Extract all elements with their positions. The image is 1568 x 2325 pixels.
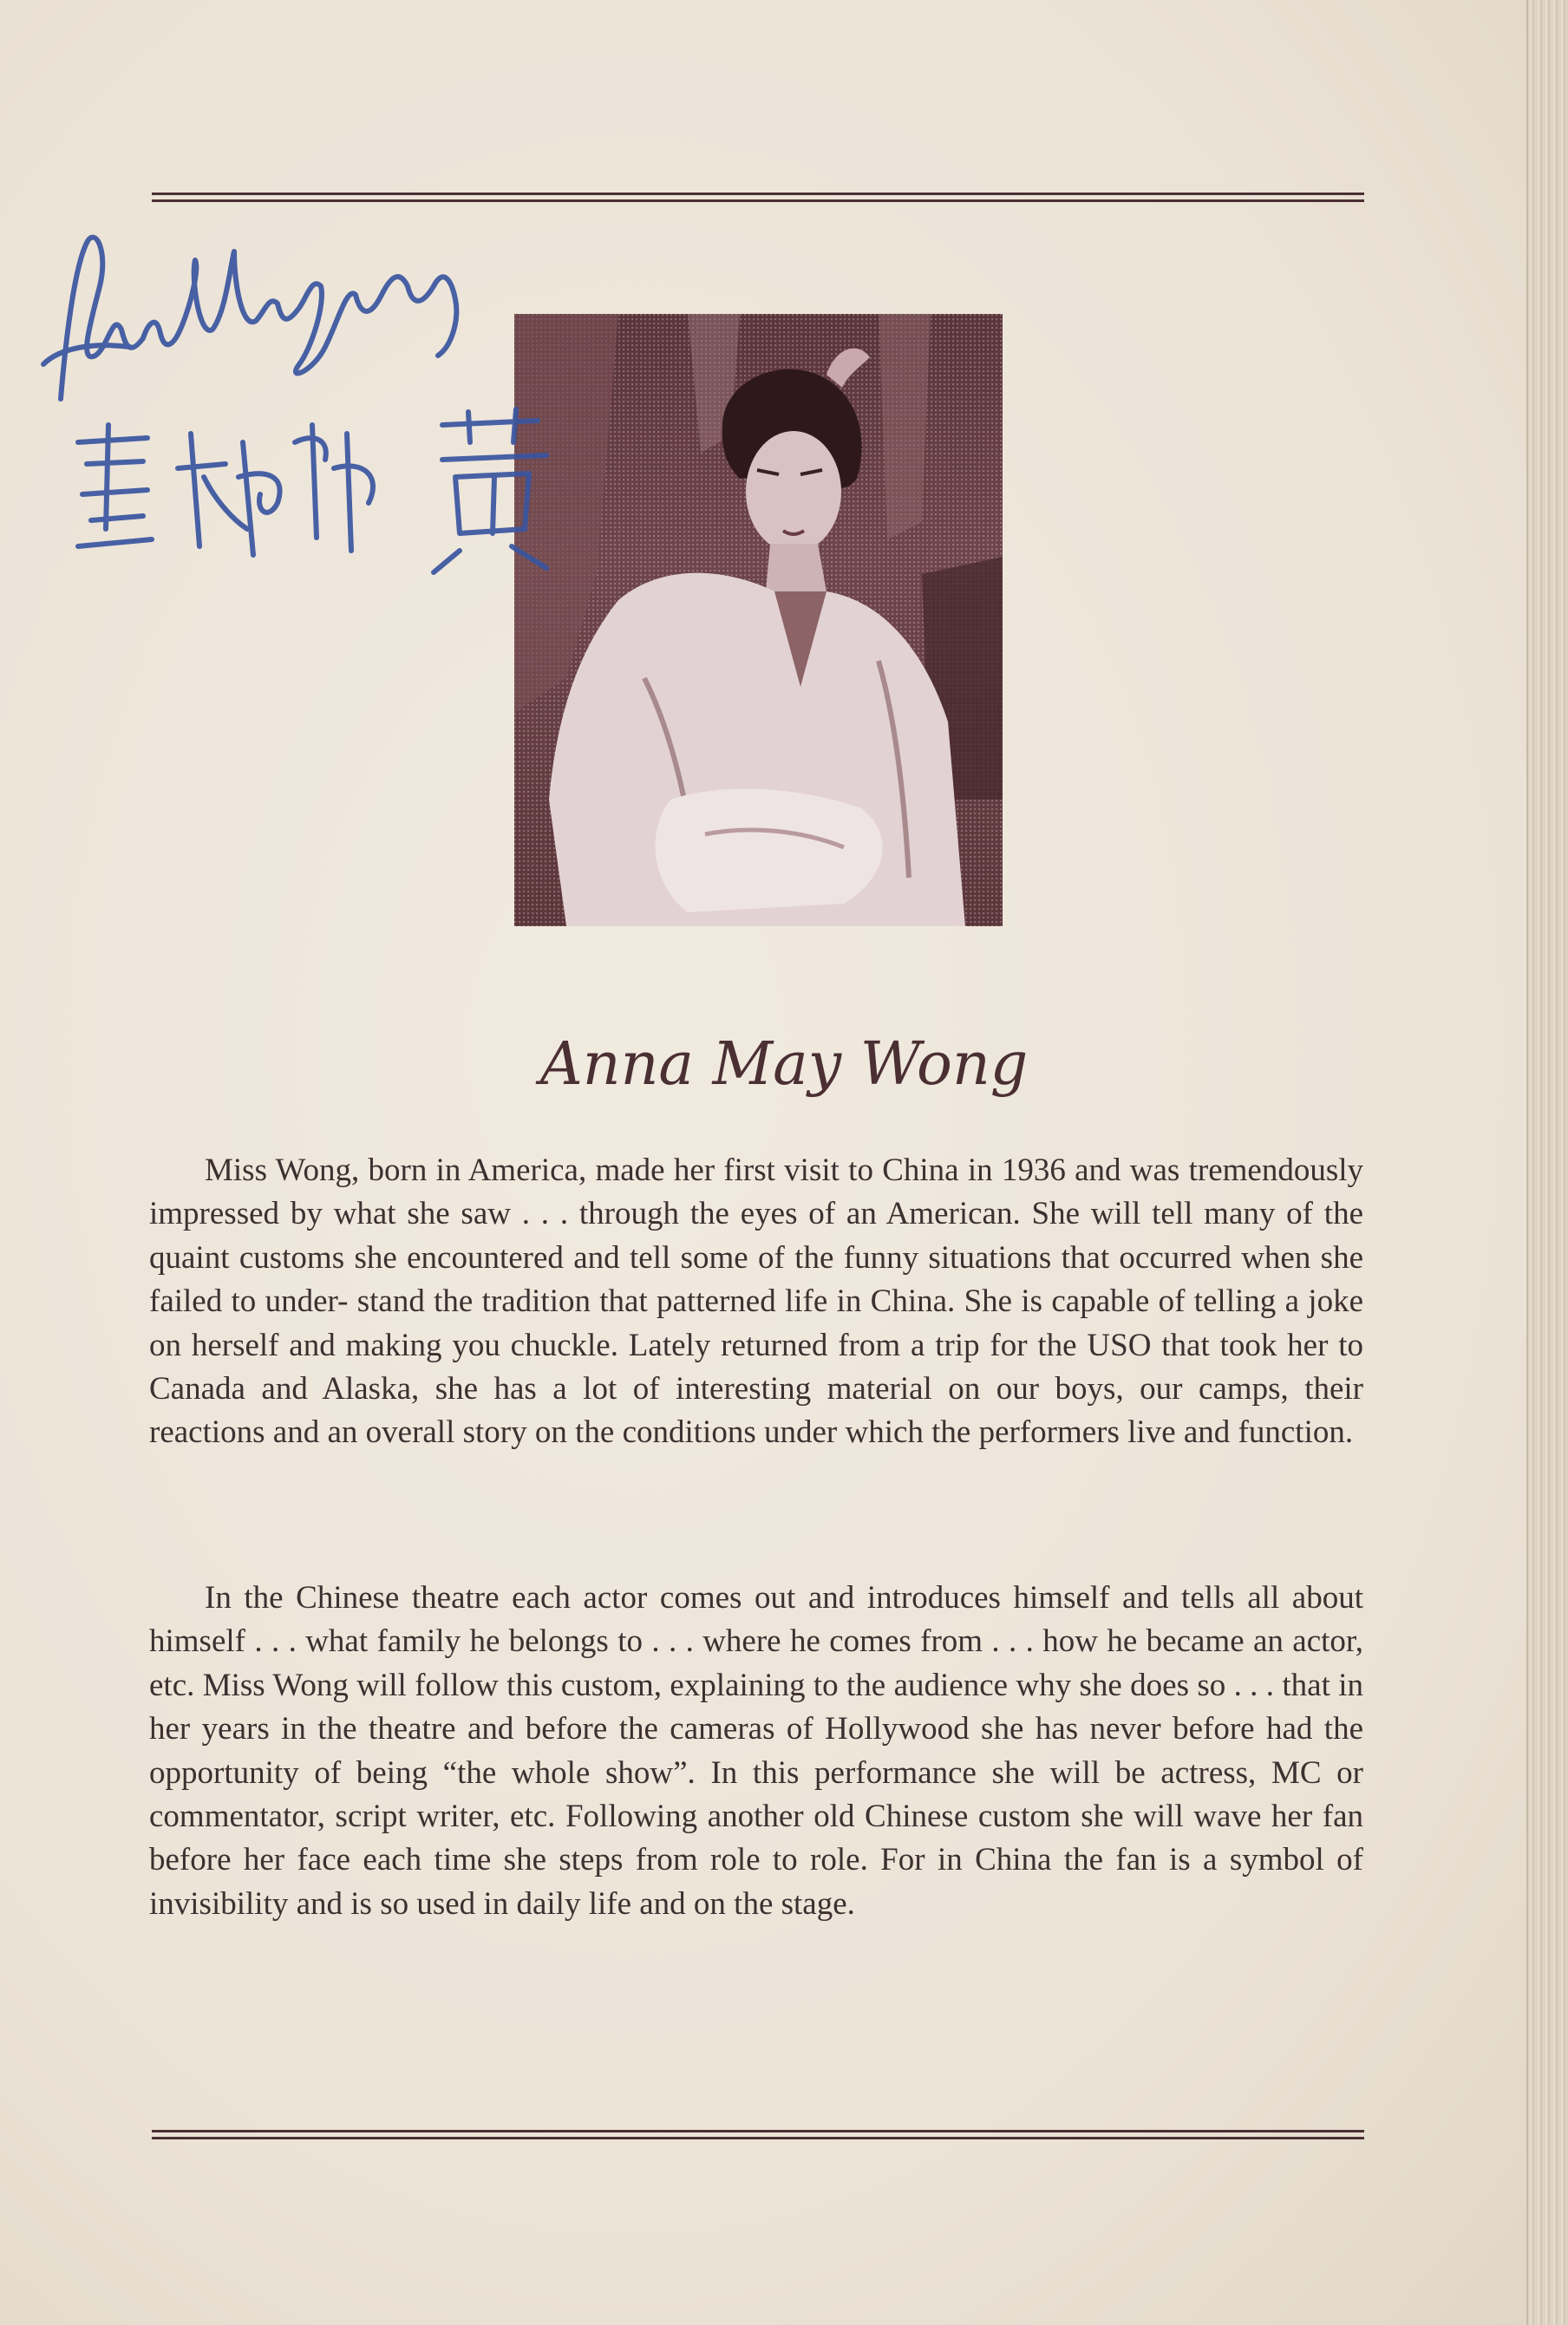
handwritten-signature [26, 217, 590, 581]
page-edge [1526, 0, 1568, 2325]
bottom-double-rule [152, 2130, 1364, 2139]
paragraph-2: In the Chinese theatre each actor comes out and introduces himself and tells all about himself . . . what family he belongs to . . . where he comes from . . . how he became an actor, etc. Miss Wong will follow this custom, explaining to the audience why she does so . . . that in her years in the theatre and before the cameras of Hollywood she has never before had the opportunity of being “the whole show”. In this performance she will be actress, MC or commentator, script writer, etc. Following another old Chinese custom she will wave her fan before her face each time she steps from role to role. For in China the fan is a symbol of invisibility and is so used in daily life and on the stage. [149, 1580, 1363, 1922]
title-text: Anna May Wong [539, 1030, 1029, 1099]
title-heading [0, 1015, 1568, 1110]
top-double-rule [152, 193, 1364, 202]
paragraph-1: Miss Wong, born in America, made her first visit to China in 1936 and was tremendously impressed by what she saw . . . through the eyes of an American. She will tell many of the quaint customs she encountered and tell some of the funny situations that occurred when she failed to under- stand the tradition that patterned life in China. She is capable of telling a joke on herself and making you chuckle. Lately returned from a trip for the USO that took her to Canada and Alaska, she has a lot of interesting material on our boys, our camps, their reactions and an overall story on the conditions under which the performers live and function. [149, 1153, 1363, 1451]
